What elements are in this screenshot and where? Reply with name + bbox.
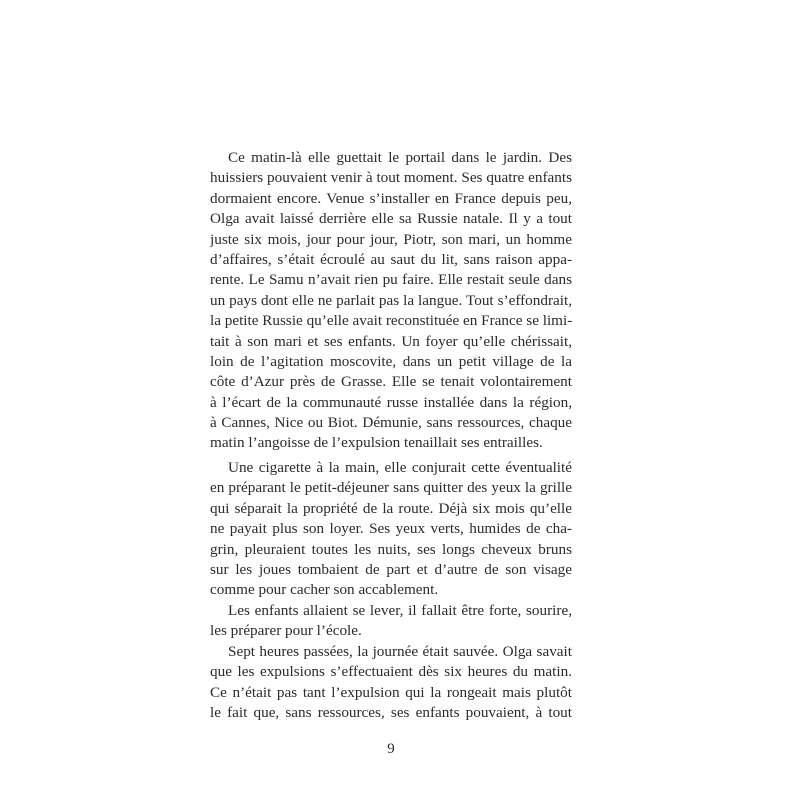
text-line: juste six mois, jour pour jour, Piotr, son mari, un homme — [210, 230, 572, 248]
text-line: Olga avait laissé derrière elle sa Russie natale. Il y a tout — [210, 210, 572, 228]
text-line: à l’écart de la communauté russe installée dans la région, — [210, 393, 572, 411]
text-line: comme pour cacher son accablement. — [210, 581, 439, 599]
text-line: à Cannes, Nice ou Biot. Démunie, sans ressources, chaque — [210, 414, 572, 432]
text-line: grin, pleuraient toutes les nuits, ses longs cheveux bruns — [210, 540, 572, 558]
text-line: Une cigarette à la main, elle conjurait cette éventualité — [228, 459, 572, 476]
text-line: huissiers pouvaient venir à tout moment. Ses quatre enfants — [210, 169, 572, 187]
text-line: d’affaires, s’était écroulé au saut du lit, sans raison appa- — [210, 250, 572, 268]
paragraph-1 — [210, 148, 572, 454]
text-line: tait à son mari et ses enfants. Un foyer qu’elle chérissait, — [210, 332, 572, 350]
paragraph-3 — [210, 601, 572, 642]
text-line: côte d’Azur près de Grasse. Elle se tenait volontairement — [210, 373, 572, 391]
text-line: un pays dont elle ne parlait pas la langue. Tout s’effondrait, — [210, 291, 572, 309]
text-line: qui séparait la propriété de la route. Déjà six mois qu’elle — [210, 499, 572, 517]
text-line: Sept heures passées, la journée était sauvée. Olga savait — [228, 643, 572, 660]
text-line: le fait que, sans ressources, ses enfants pouvaient, à tout — [210, 704, 572, 722]
text-line: les préparer pour l’école. — [210, 622, 362, 640]
text-line: dormaient encore. Venue s’installer en France depuis peu, — [210, 189, 572, 207]
text-line: matin l’angoisse de l’expulsion tenaillait ses entrailles. — [210, 434, 543, 452]
text-line: la petite Russie qu’elle avait reconstituée en France se limi- — [210, 312, 572, 330]
text-line: sur les joues tombaient de part et d’autre de son visage — [210, 560, 572, 578]
text-line: loin de l’agitation moscovite, dans un petit village de la — [210, 352, 572, 370]
paragraph-2 — [210, 458, 572, 601]
text-line: Ce matin-là elle guettait le portail dans le jardin. Des — [228, 149, 572, 166]
paragraph-4 — [210, 642, 572, 724]
text-line: Les enfants allaient se lever, il fallait être forte, sourire, — [228, 602, 572, 619]
page-number: 9 — [387, 741, 395, 757]
text-line: en préparant le petit-déjeuner sans quitter des yeux la grille — [210, 479, 572, 497]
text-line: rente. Le Samu n’avait rien pu faire. Elle restait seule dans — [210, 271, 572, 289]
text-line: ne payait plus son loyer. Ses yeux verts, humides de cha- — [210, 520, 572, 538]
text-line: que les expulsions s’effectuaient dès six heures du matin. — [210, 663, 572, 681]
text-line: Ce n’était pas tant l’expulsion qui la rongeait mais plutôt — [210, 683, 572, 701]
